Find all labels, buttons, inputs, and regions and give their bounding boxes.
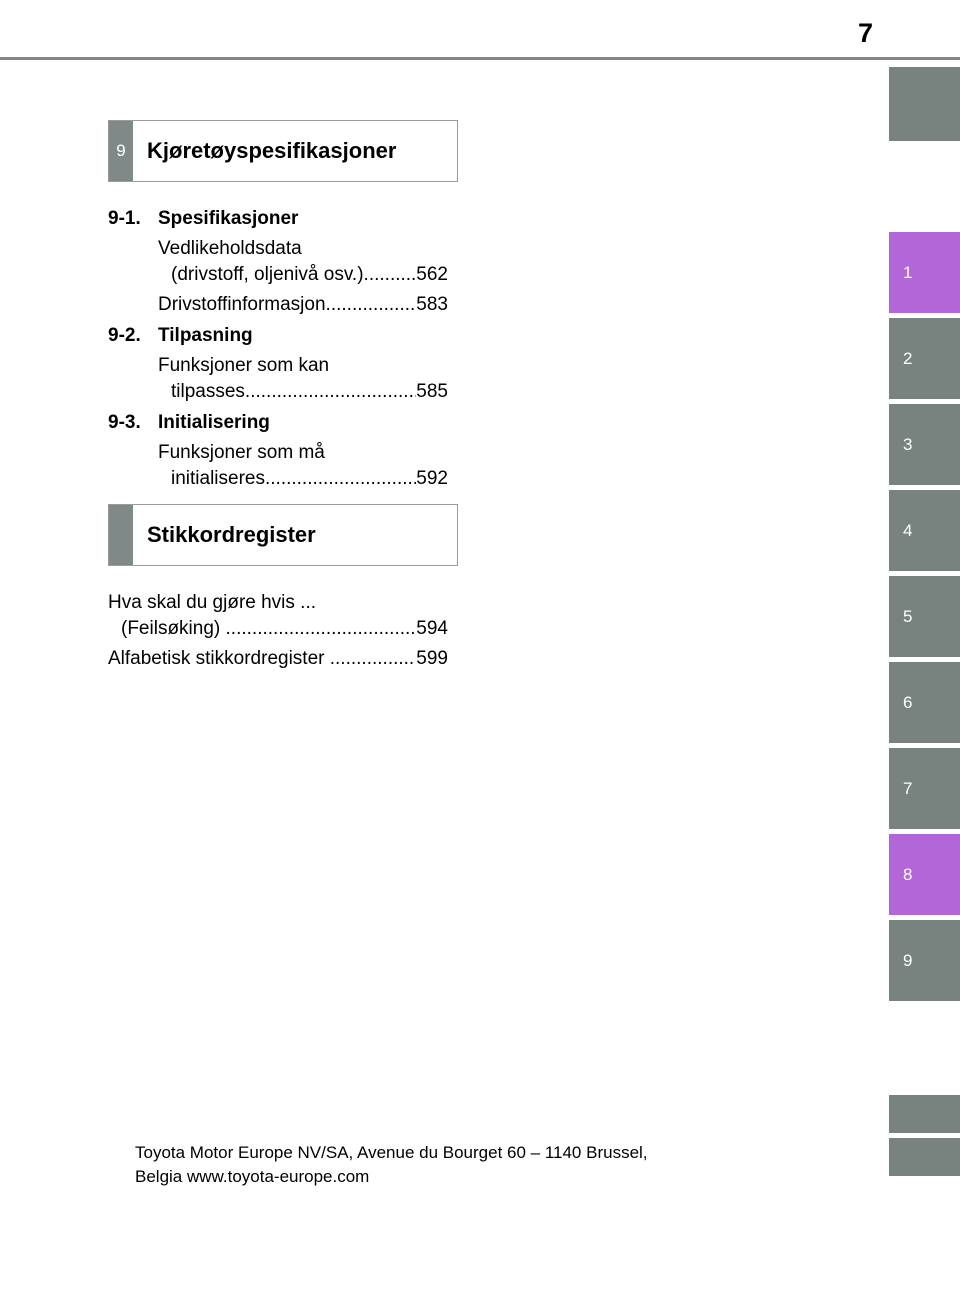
side-tab-label: 7 (903, 778, 913, 798)
toc-entry-page: 594 (416, 618, 448, 639)
toc-entry[interactable] (108, 292, 448, 318)
toc-group-heading[interactable] (108, 323, 448, 349)
side-tab-5[interactable] (889, 576, 960, 657)
section-title: Stikkordregister (147, 522, 316, 547)
toc-entry[interactable] (108, 590, 448, 642)
side-tab-label: 1 (903, 262, 913, 282)
page-number: 7 (858, 18, 874, 48)
toc-entry-page: 592 (416, 468, 448, 489)
side-tab-blank-bottom-2[interactable] (889, 1138, 960, 1176)
toc-group-title: Spesifikasjoner (158, 208, 299, 229)
side-tab-6[interactable] (889, 662, 960, 743)
side-tab-blank-top[interactable] (889, 67, 960, 141)
toc-entry-subtitle: initialiseres (171, 468, 265, 489)
side-tab-label: 6 (903, 692, 913, 712)
side-tab-label: 5 (903, 606, 913, 626)
toc-index (108, 590, 448, 676)
toc-group-title: Tilpasning (158, 325, 253, 346)
side-tab-2[interactable] (889, 318, 960, 399)
toc-group-heading[interactable] (108, 206, 448, 232)
side-tab-label: 2 (903, 348, 913, 368)
footer-line-2: Belgia www.toyota-europe.com (135, 1167, 370, 1186)
toc-entry-subtitle: tilpasses (171, 381, 245, 402)
toc-section-9 (108, 206, 448, 496)
side-tab-7[interactable] (889, 748, 960, 829)
toc-entry[interactable] (108, 353, 448, 405)
side-tab-8[interactable] (889, 834, 960, 915)
footer-line-1: Toyota Motor Europe NV/SA, Avenue du Bourget 60 – 1140 Brussel, (135, 1143, 648, 1162)
toc-entry-title: Funksjoner som kan (158, 355, 330, 376)
toc-entry-subtitle: (drivstoff, oljenivå osv.) (171, 264, 364, 285)
side-tab-1[interactable] (889, 232, 960, 313)
toc-entry-page: 585 (416, 381, 448, 402)
header-rule (0, 57, 960, 60)
toc-group-title: Initialisering (158, 412, 270, 433)
toc-entry[interactable] (108, 236, 448, 288)
side-tab-label: 3 (903, 434, 913, 454)
toc-entry-page: 599 (416, 648, 448, 669)
toc-entry-subtitle: (Feilsøking) (121, 618, 221, 639)
toc-entry[interactable] (108, 440, 448, 492)
section-title: Kjøretøyspesifikasjoner (147, 138, 397, 163)
toc-group-heading[interactable] (108, 410, 448, 436)
side-tab-label: 4 (903, 520, 913, 540)
section-header-specifications (108, 120, 458, 182)
toc-entry-title: Vedlikeholdsdata (158, 238, 302, 259)
publisher-footer (135, 1141, 735, 1189)
section-strip (109, 505, 133, 565)
toc-group-number: 9-2. (108, 325, 141, 346)
side-tab-3[interactable] (889, 404, 960, 485)
toc-group-number: 9-3. (108, 412, 141, 433)
toc-entry-page: 562 (416, 264, 448, 285)
section-number-strip: 9 (109, 121, 133, 181)
toc-entry-title: Hva skal du gjøre hvis ... (108, 592, 317, 613)
toc-entry-title: Alfabetisk stikkordregister (108, 648, 325, 669)
section-header-index (108, 504, 458, 566)
side-tab-4[interactable] (889, 490, 960, 571)
side-tab-label: 9 (903, 950, 913, 970)
toc-entry-page: 583 (416, 294, 448, 315)
toc-entry-title: Drivstoffinformasjon (158, 294, 326, 315)
toc-entry[interactable] (108, 646, 448, 672)
side-tab-blank-bottom-1[interactable] (889, 1095, 960, 1133)
side-tab-label: 8 (903, 864, 913, 884)
side-tab-9[interactable] (889, 920, 960, 1001)
toc-group-number: 9-1. (108, 208, 141, 229)
toc-entry-title: Funksjoner som må (158, 442, 325, 463)
